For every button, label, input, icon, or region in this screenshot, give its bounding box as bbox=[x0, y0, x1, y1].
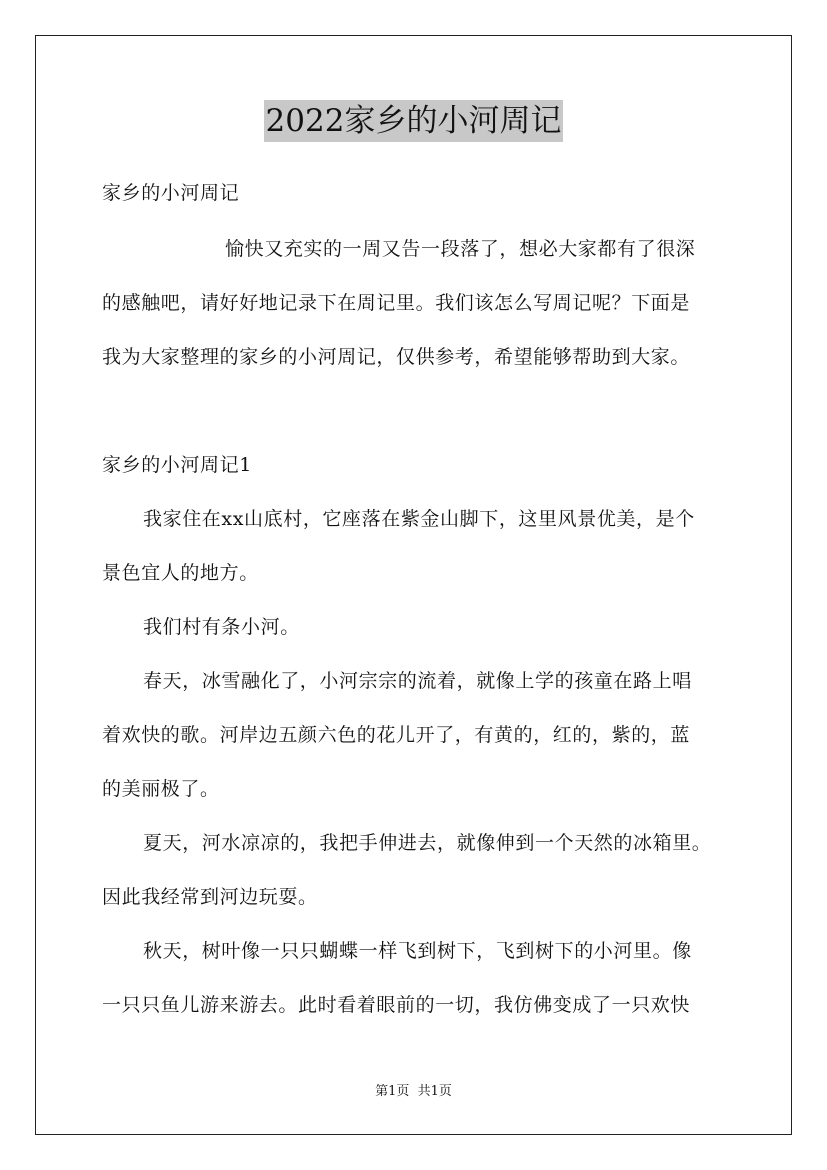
paragraph-line: 景色宜人的地方。 bbox=[102, 562, 259, 584]
paragraph-line: 春天，冰雪融化了，小河宗宗的流着，就像上学的孩童在路上唱 bbox=[143, 670, 692, 692]
paragraph-line: 因此我经常到河边玩耍。 bbox=[102, 886, 318, 908]
paragraph-line: 我们村有条小河。 bbox=[143, 616, 300, 638]
subtitle-line: 家乡的小河周记 bbox=[102, 182, 240, 204]
paragraph-line: 的美丽极了。 bbox=[102, 778, 220, 800]
page-footer: 第1页 共1页 bbox=[375, 1084, 452, 1099]
paragraph-line: 一只只鱼儿游来游去。此时看着眼前的一切，我仿佛变成了一只欢快 bbox=[102, 994, 691, 1016]
intro-line-2: 的感触吧，请好好地记录下在周记里。我们该怎么写周记呢？下面是 bbox=[102, 292, 691, 314]
document-title: 2022家乡的小河周记 bbox=[264, 100, 564, 142]
intro-line-1: 愉快又充实的一周又告一段落了，想必大家都有了很深 bbox=[225, 238, 696, 260]
title-container bbox=[0, 100, 827, 142]
intro-line-3: 我为大家整理的家乡的小河周记，仅供参考，希望能够帮助到大家。 bbox=[102, 346, 691, 368]
section-heading: 家乡的小河周记1 bbox=[102, 454, 252, 476]
paragraph-line: 夏天，河水凉凉的，我把手伸进去，就像伸到一个天然的冰箱里。 bbox=[143, 832, 712, 854]
paragraph-line: 着欢快的歌。河岸边五颜六色的花儿开了，有黄的，红的，紫的，蓝 bbox=[102, 724, 691, 746]
paragraph-line: 我家住在xx山底村，它座落在紫金山脚下，这里风景优美，是个 bbox=[143, 508, 695, 530]
paragraph-line: 秋天，树叶像一只只蝴蝶一样飞到树下，飞到树下的小河里。像 bbox=[143, 940, 692, 962]
